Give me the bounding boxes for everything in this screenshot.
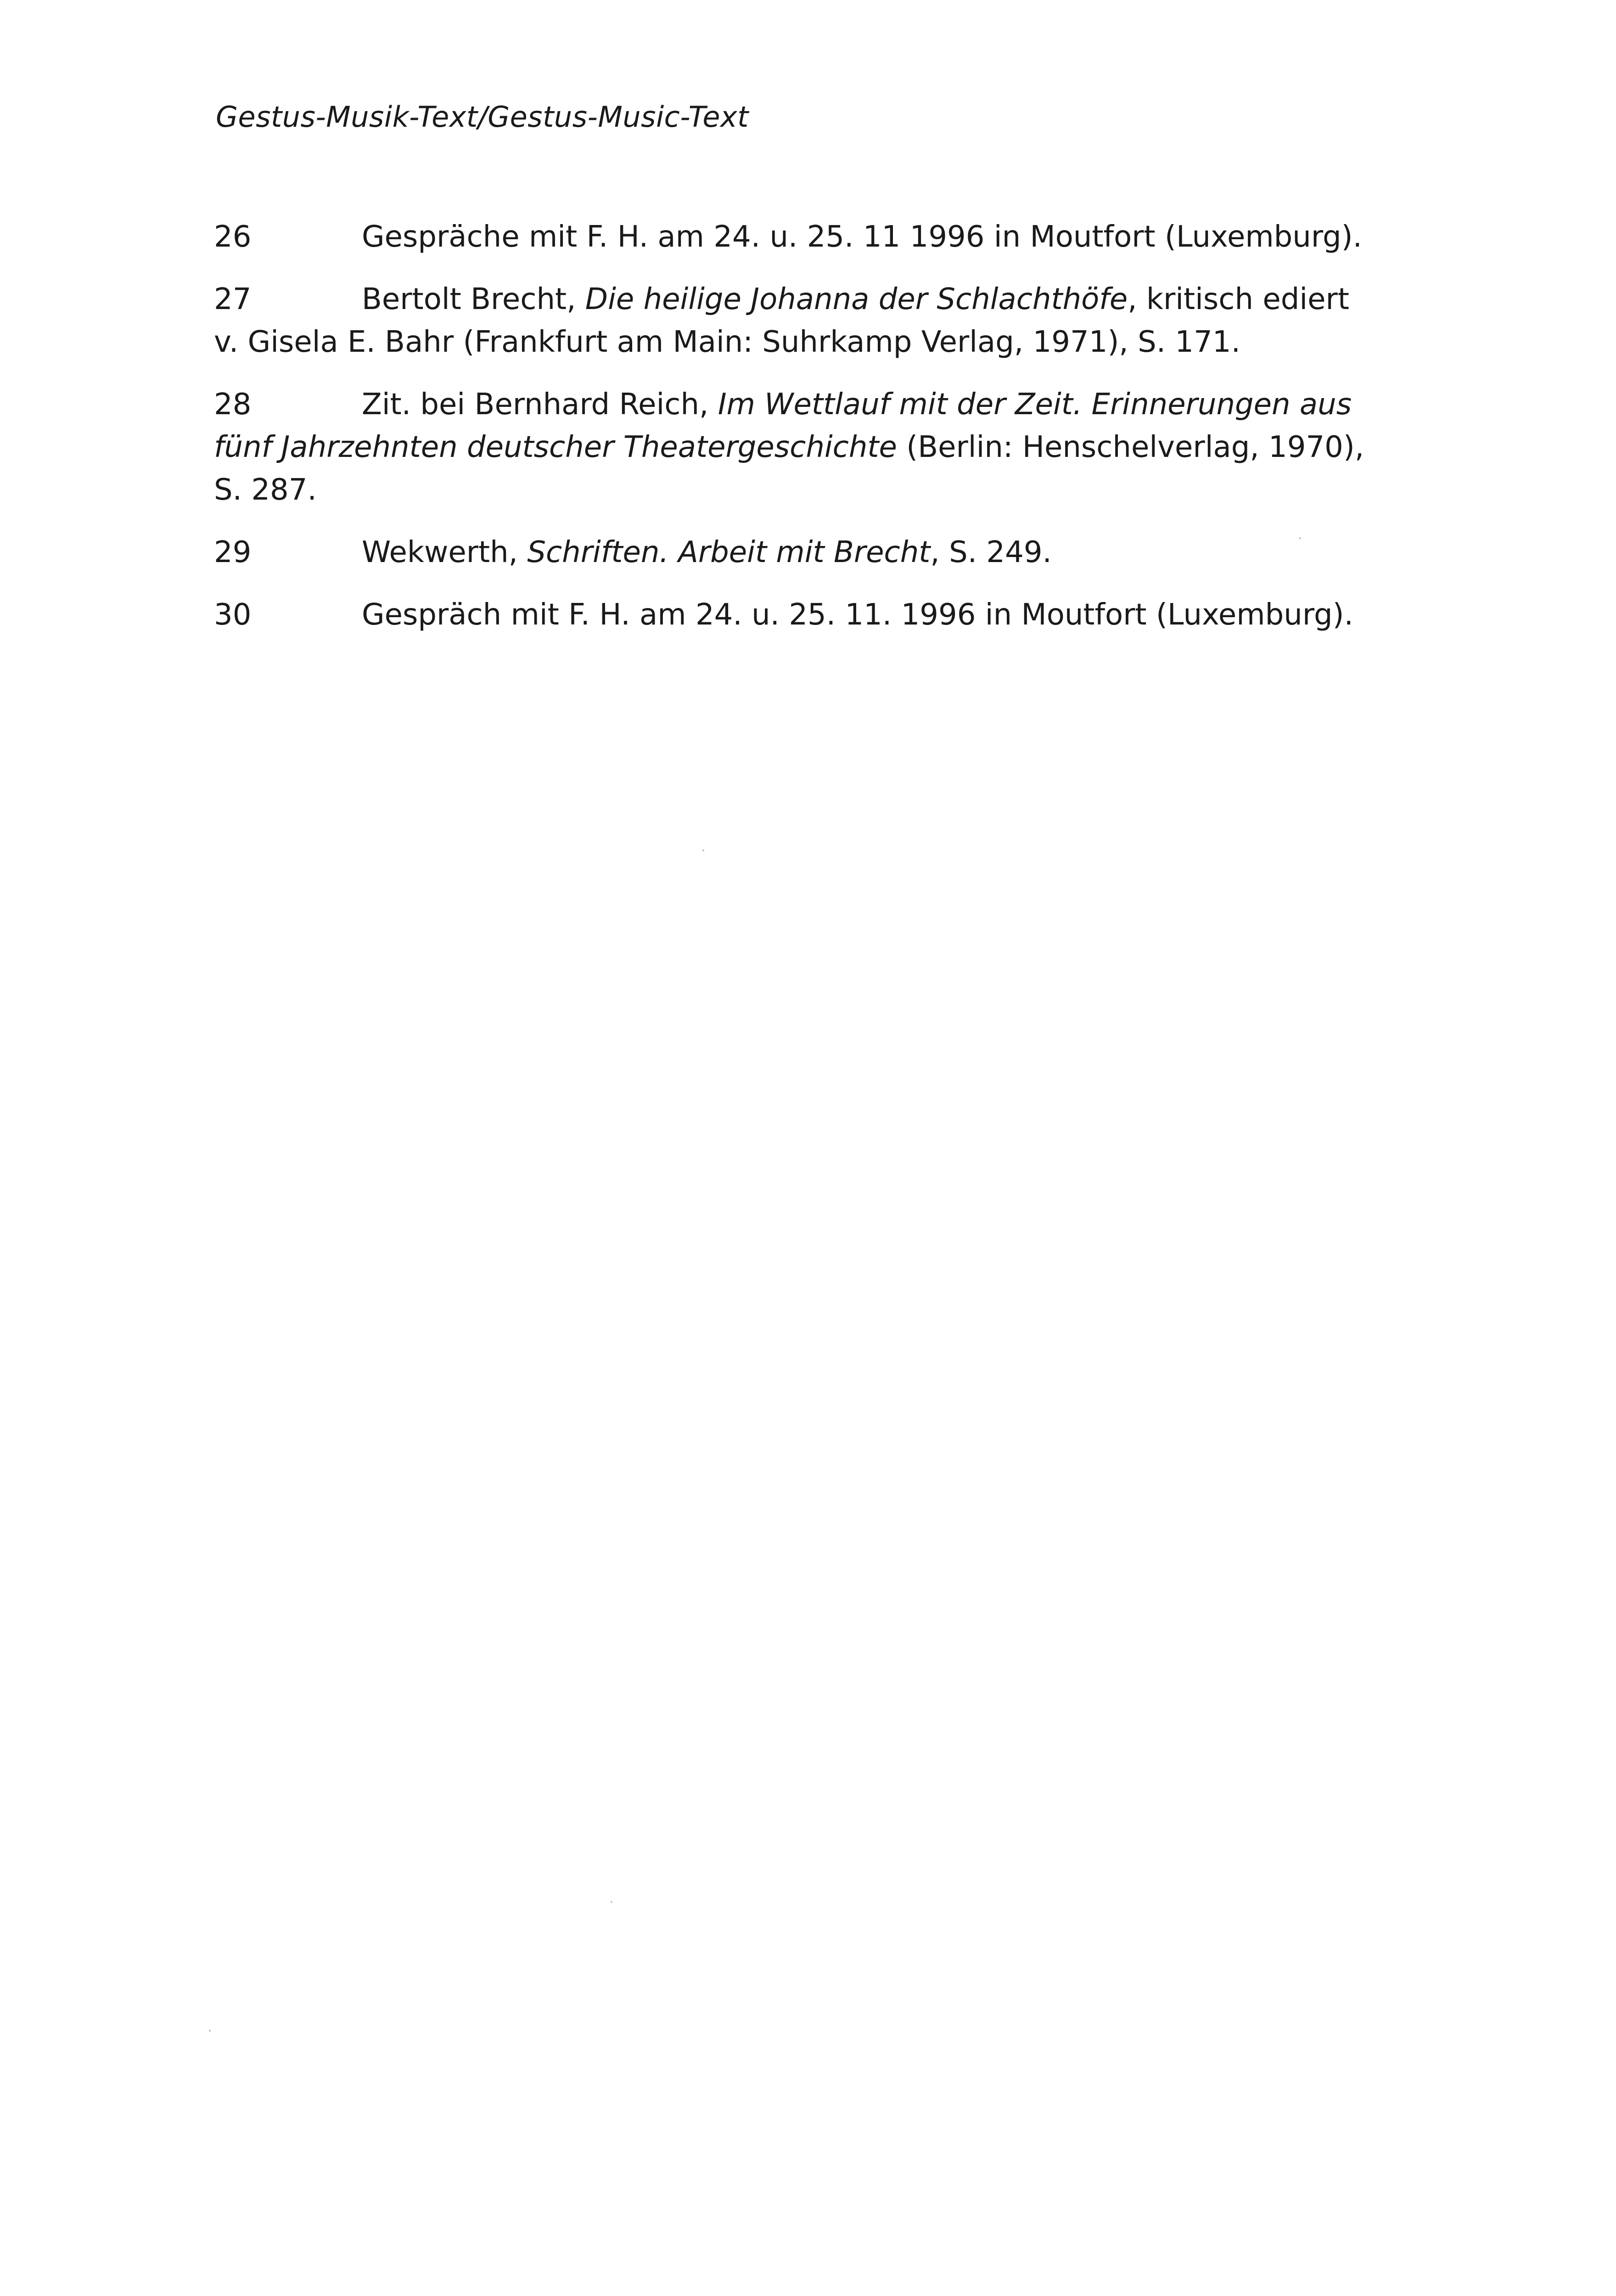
endnote-text: Gespräche mit F. H. am 24. u. 25. 11 1996 in Moutfort (Luxemburg). xyxy=(362,220,1362,254)
endnote-number: 27 xyxy=(214,282,252,316)
running-head: Gestus-Musik-Text/Gestus-Music-Text xyxy=(216,100,749,134)
endnote xyxy=(214,216,1371,259)
scan-speck xyxy=(702,850,704,851)
endnote-text: , kritisch ediert v. Gisela E. Bahr (Frankfurt am Main: Suhrkamp Verlag, 1971), S. 171. xyxy=(214,282,1349,359)
endnote-title: Die heilige Johanna der Schlachthöfe xyxy=(585,282,1128,316)
endnote-title: Schriften. Arbeit mit Brecht xyxy=(527,535,931,569)
endnote-number: 26 xyxy=(214,220,252,254)
endnote-text: Gespräch mit F. H. am 24. u. 25. 11. 1996 in Moutfort (Luxemburg). xyxy=(362,598,1353,632)
scan-speck xyxy=(611,1901,612,1903)
endnote-title: Im Wettlauf mit der Zeit. Erinnerungen aus fünf Jahrzehnten deutscher Theatergeschichte xyxy=(214,388,1352,464)
scan-speck xyxy=(209,2030,211,2032)
endnote-text: Zit. bei Bernhard Reich, xyxy=(362,388,718,422)
endnote xyxy=(214,531,1371,574)
endnote xyxy=(214,594,1371,636)
scan-speck xyxy=(1299,537,1301,539)
endnotes-list xyxy=(214,216,1371,656)
endnote-text: Bertolt Brecht, xyxy=(362,282,585,316)
endnote-number: 29 xyxy=(214,535,252,569)
endnote xyxy=(214,383,1371,512)
endnote-number: 30 xyxy=(214,598,252,632)
endnote-number: 28 xyxy=(214,388,252,422)
endnote xyxy=(214,278,1371,364)
endnote-text: (Berlin: Henschelverlag, 1970), S. 287. xyxy=(214,430,1364,507)
endnote-text: Wekwerth, xyxy=(362,535,527,569)
endnote-text: , S. 249. xyxy=(930,535,1052,569)
